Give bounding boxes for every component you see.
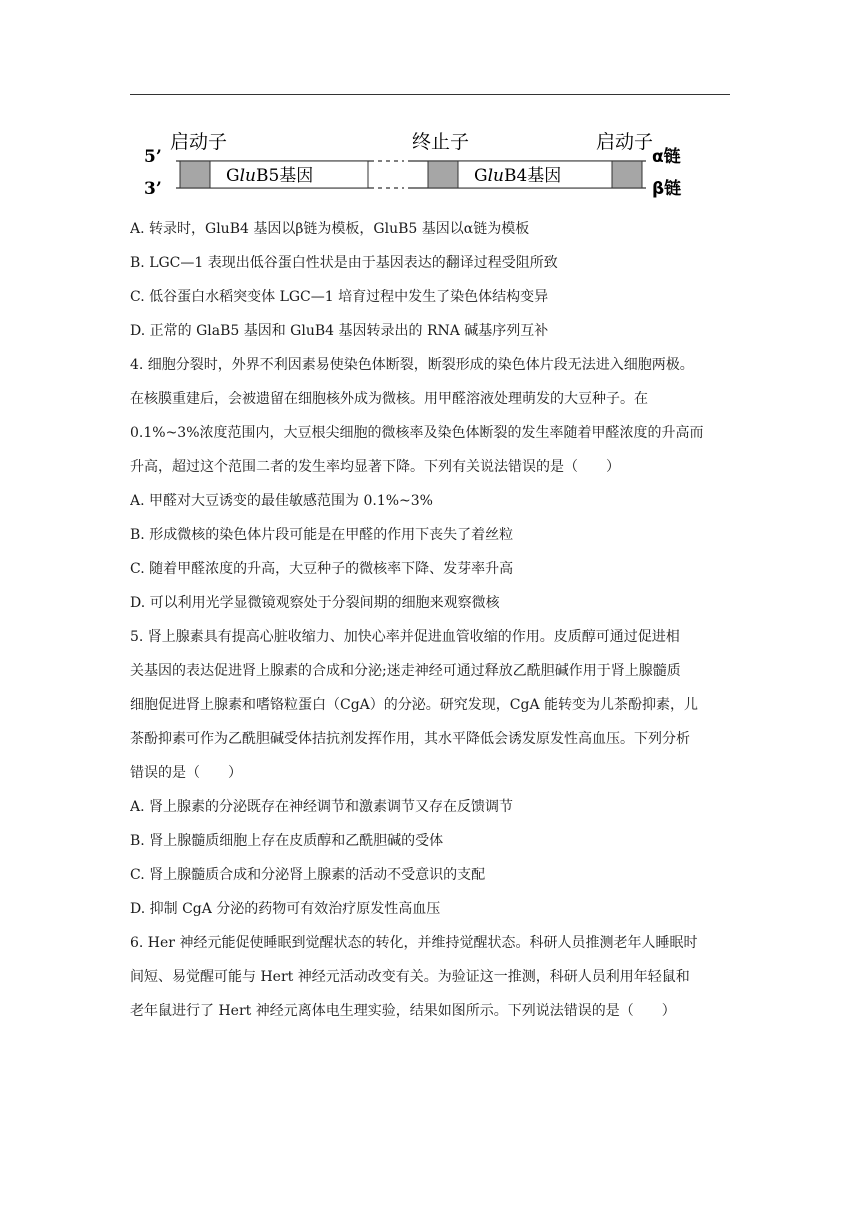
question-content [130, 218, 736, 1034]
q4-stem-line-4: 升高，超过这个范围二者的发生率均显著下降。下列有关说法错误的是（ ） [130, 459, 620, 475]
q3-option-c: C. 低谷蛋白水稻突变体 LGC—1 培育过程中发生了染色体结构变异 [130, 289, 549, 305]
q5-stem-line-5: 错误的是（ ） [130, 765, 242, 781]
terminator-block [428, 161, 458, 188]
header-rule [130, 94, 730, 95]
q5-option-b: B. 肾上腺髓质细胞上存在皮质醇和乙酰胆碱的受体 [130, 833, 444, 849]
q6-stem-line-1: 6. Her 神经元能促使睡眠到觉醒状态的转化，并维持觉醒状态。科研人员推测老年人睡眠时 [130, 935, 698, 951]
q4-stem-line-1: 4. 细胞分裂时，外界不利因素易使染色体断裂，断裂形成的染色体片段无法进入细胞两极。 [130, 357, 694, 373]
q4-stem-line-2: 在核膜重建后，会被遗留在细胞核外成为微核。用甲醛溶液处理萌发的大豆种子。在 [130, 391, 648, 407]
q3-option-b: B. LGC—1 表现出低谷蛋白性状是由于基因表达的翻译过程受阻所致 [130, 255, 558, 271]
q5-option-c: C. 肾上腺髓质合成和分泌肾上腺素的活动不受意识的支配 [130, 867, 486, 883]
promoter1-block [180, 161, 210, 188]
beta-chain-label: β链 [652, 179, 682, 199]
q5-stem-line-2: 关基因的表达促进肾上腺素的合成和分泌;迷走神经可通过释放乙酰胆碱作用于肾上腺髓质 [130, 663, 681, 679]
label-5-prime: 5’ [144, 147, 162, 167]
gene2-label: GluB4基因 [474, 166, 562, 186]
terminator-label: 终止子 [412, 131, 470, 153]
promoter2-label: 启动子 [596, 131, 654, 153]
q5-option-d: D. 抑制 CgA 分泌的药物可有效治疗原发性高血压 [130, 901, 441, 917]
q6-stem-line-3: 老年鼠进行了 Hert 神经元离体电生理实验，结果如图所示。下列说法错误的是（ ） [130, 1003, 676, 1019]
q4-option-b: B. 形成微核的染色体片段可能是在甲醛的作用下丧失了着丝粒 [130, 527, 514, 543]
q3-option-a: A. 转录时，GluB4 基因以β链为模板，GluB5 基因以α链为模板 [130, 221, 530, 237]
gene1-label: GluB5基因 [226, 166, 314, 186]
q5-stem-line-4: 茶酚抑素可作为乙酰胆碱受体拮抗剂发挥作用，其水平降低会诱发原发性高血压。下列分析 [130, 731, 690, 747]
q4-stem-line-3: 0.1%~3%浓度范围内，大豆根尖细胞的微核率及染色体断裂的发生率随着甲醛浓度的升高而 [130, 425, 704, 441]
q5-option-a: A. 肾上腺素的分泌既存在神经调节和激素调节又存在反馈调节 [130, 799, 514, 815]
q4-option-c: C. 随着甲醛浓度的升高，大豆种子的微核率下降、发芽率升高 [130, 561, 514, 577]
q4-option-a: A. 甲醛对大豆诱变的最佳敏感范围为 0.1%~3% [130, 493, 433, 509]
alpha-chain-label: α链 [652, 147, 681, 167]
gene-diagram [140, 124, 710, 206]
q5-stem-line-1: 5. 肾上腺素具有提高心脏收缩力、加快心率并促进血管收缩的作用。皮质醇可通过促进相 [130, 629, 680, 645]
q5-stem-line-3: 细胞促进肾上腺素和嗜铬粒蛋白（CgA）的分泌。研究发现，CgA 能转变为儿茶酚抑素，儿 [130, 697, 699, 713]
promoter2-block [612, 161, 642, 188]
q6-stem-line-2: 间短、易觉醒可能与 Hert 神经元活动改变有关。为验证这一推测，科研人员利用年轻鼠和 [130, 969, 690, 985]
label-3-prime: 3’ [144, 179, 162, 199]
promoter1-label: 启动子 [170, 131, 228, 153]
q3-option-d: D. 正常的 GlaB5 基因和 GluB4 基因转录出的 RNA 碱基序列互补 [130, 323, 549, 339]
q4-option-d: D. 可以利用光学显微镜观察处于分裂间期的细胞来观察微核 [130, 595, 500, 611]
